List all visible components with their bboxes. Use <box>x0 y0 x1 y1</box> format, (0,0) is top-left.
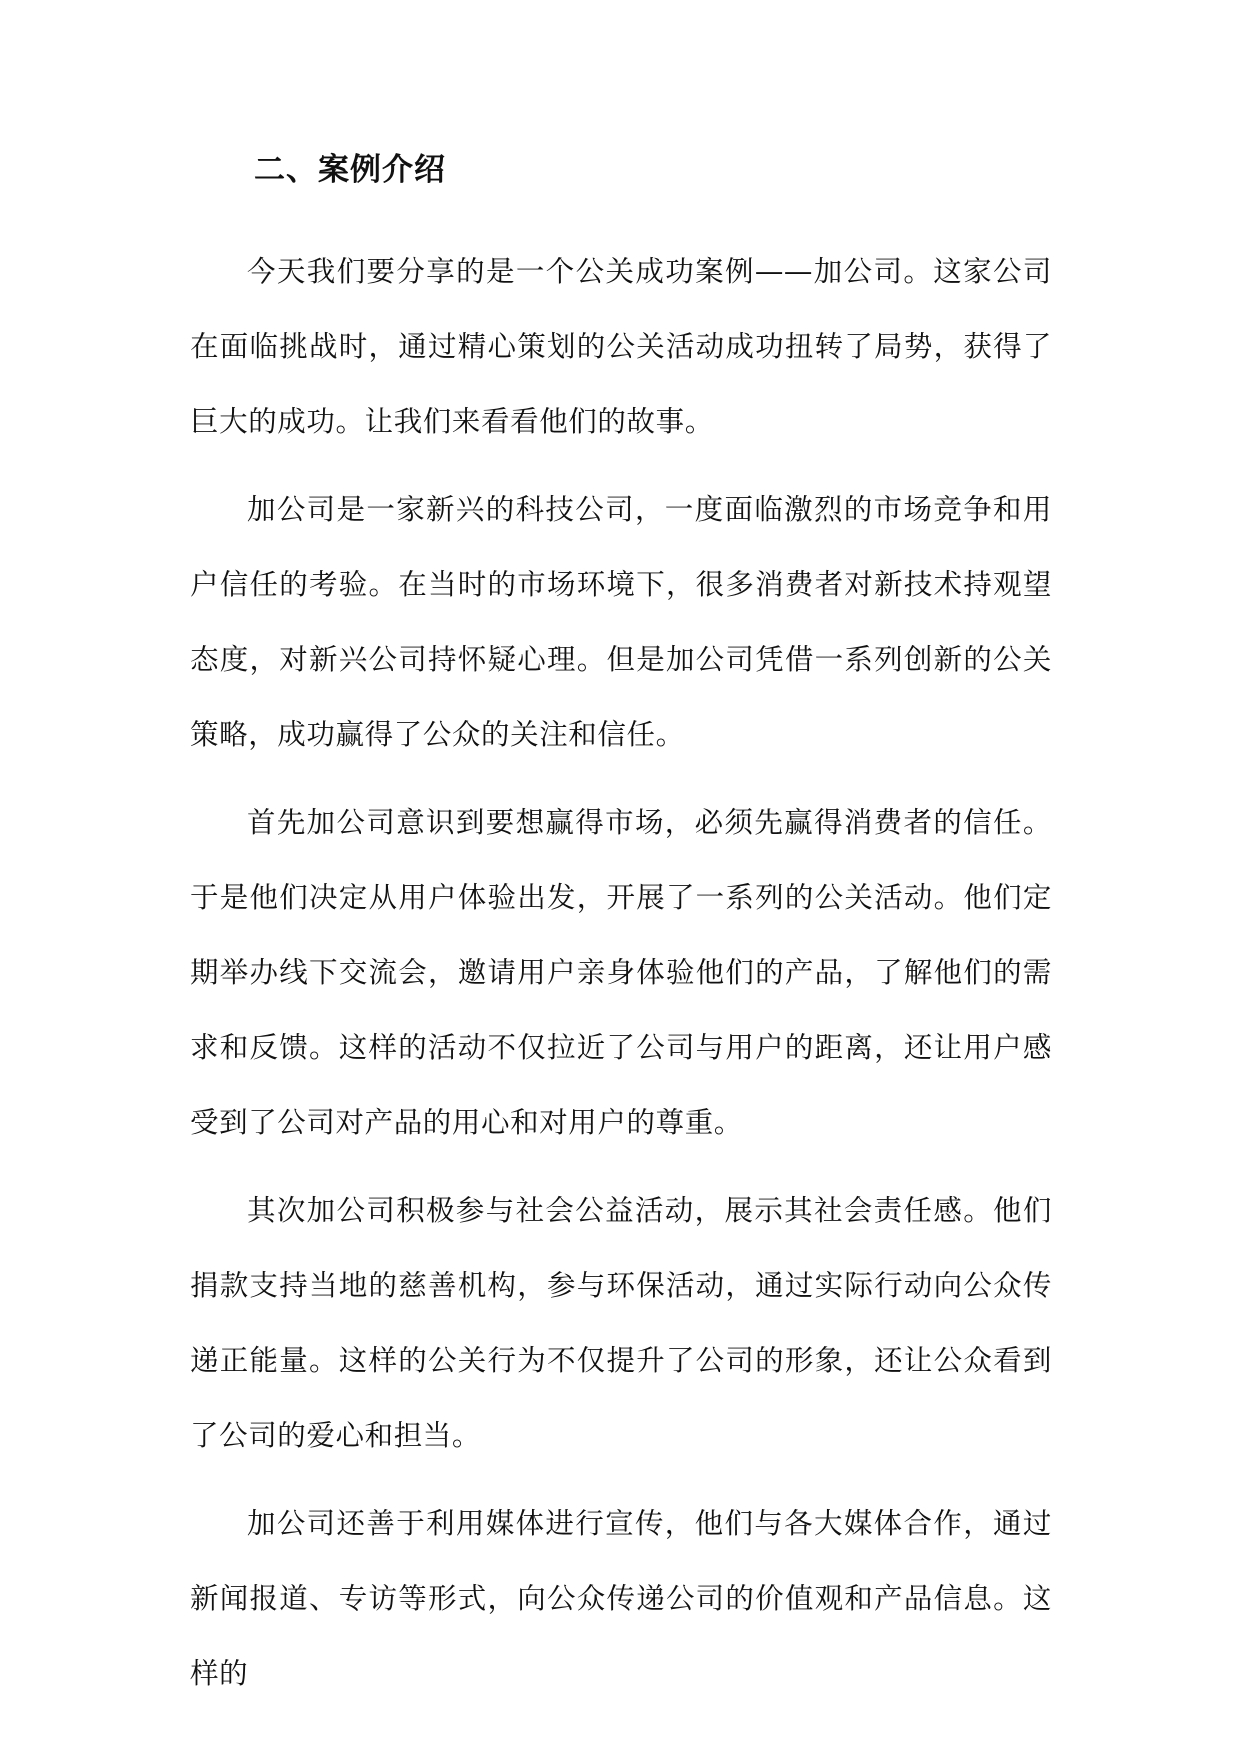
paragraph-company-background: 加公司是一家新兴的科技公司，一度面临激烈的市场竞争和用户信任的考验。在当时的市场环境下，很多消费者对新技术持观望态度，对新兴公司持怀疑心理。但是加公司凭借一系列创新的公关策略，成功赢得了公众的关注和信任。 <box>190 493 1052 751</box>
section-heading: 二、案例介绍 <box>254 152 446 188</box>
paragraph-user-experience: 首先加公司意识到要想赢得市场，必须先赢得消费者的信任。于是他们决定从用户体验出发，开展了一系列的公关活动。他们定期举办线下交流会，邀请用户亲身体验他们的产品，了解他们的需求和反馈。这样的活动不仅拉近了公司与用户的距离，还让用户感受到了公司对产品的用心和对用户的尊重。 <box>190 806 1052 1139</box>
paragraph-social-responsibility: 其次加公司积极参与社会公益活动，展示其社会责任感。他们捐款支持当地的慈善机构，参与环保活动，通过实际行动向公众传递正能量。这样的公关行为不仅提升了公司的形象，还让公众看到了公司的爱心和担当。 <box>190 1194 1052 1452</box>
paragraph-media-publicity: 加公司还善于利用媒体进行宣传，他们与各大媒体合作，通过新闻报道、专访等形式，向公众传递公司的价值观和产品信息。这样的 <box>190 1507 1052 1690</box>
paragraph-intro: 今天我们要分享的是一个公关成功案例——加公司。这家公司在面临挑战时，通过精心策划的公关活动成功扭转了局势，获得了巨大的成功。让我们来看看他们的故事。 <box>190 255 1052 438</box>
document-body <box>190 234 1052 1724</box>
